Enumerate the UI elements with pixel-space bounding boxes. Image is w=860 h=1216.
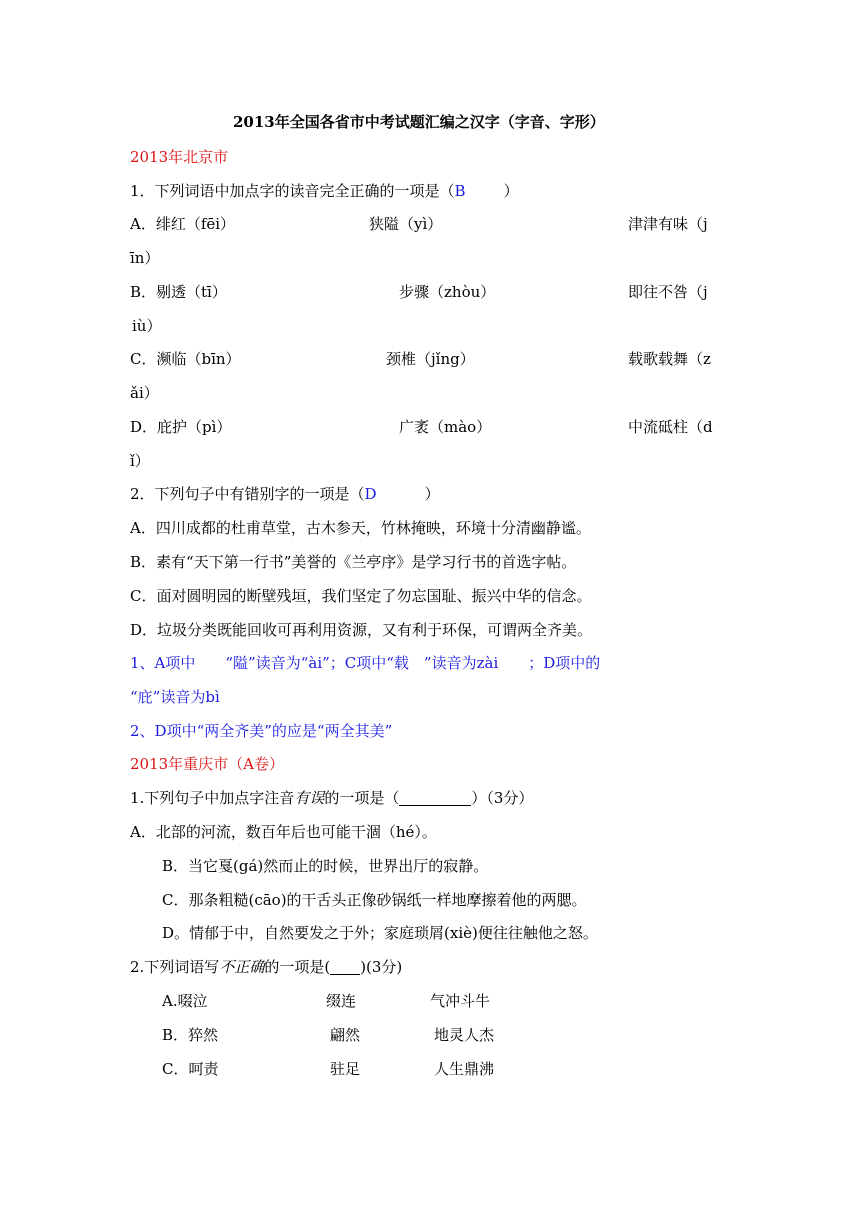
stem-emphasis: 有误 — [294, 789, 325, 807]
cq2-option-b-2: 翩然 — [330, 1026, 361, 1044]
cq1-option-c: C．那条粗糙(cāo)的干舌头正像砂锅纸一样地摩擦着他的两腮。 — [162, 891, 587, 909]
cq1-option-a: A．北部的河流，数百年后也可能干涸（hé）。 — [130, 823, 437, 841]
option-b-3: 即往不咎（j — [628, 283, 708, 301]
answer-explanation-1-cont: “庇”读音为bì — [130, 688, 220, 706]
cq1-option-d: D。情郁于中，自然要发之于外；家庭琐屑(xiè)便往往触他之怒。 — [162, 924, 598, 942]
cq1-option-b: B．当它戛(gá)然而止的时候，世界出厅的寂静。 — [162, 857, 489, 875]
answer-mark: B — [454, 182, 466, 200]
option-d-3: 中流砥柱（d — [628, 418, 713, 436]
option-c-1: C．濒临（bīn） — [130, 350, 241, 368]
cq2-option-a-3: 气冲斗牛 — [430, 992, 491, 1010]
cq2-option-a-1: A.啜泣 — [162, 992, 208, 1010]
answer-mark: D — [364, 485, 377, 503]
option-c-2: 颈椎（jǐng） — [386, 350, 475, 368]
question-stem-text: 1．下列词语中加点字的读音完全正确的一项是（ — [130, 182, 455, 200]
option-d-2: 广袤（mào） — [399, 418, 492, 436]
question-stem-text: 2．下列句子中有错别字的一项是（ — [130, 485, 365, 503]
option-a-1: A．绯红（fēi） — [130, 215, 236, 233]
option-d-1: D．庇护（pì） — [130, 418, 232, 436]
stem-emphasis: 不正确 — [219, 958, 265, 976]
q2-option-c: C．面对圆明园的断壁残垣，我们坚定了勿忘国耻、振兴中华的信念。 — [130, 587, 592, 605]
q2-option-b: B．素有“天下第一行书”美誉的《兰亭序》是学习行书的首选字帖。 — [130, 553, 577, 571]
close-paren: ） — [424, 485, 440, 503]
question-1-stem — [130, 181, 519, 201]
cq-question-2-stem — [130, 957, 402, 977]
stem-part: 2.下列词语写 — [130, 958, 220, 976]
answer-blank — [399, 791, 471, 806]
cq2-option-c-1: C．呵责 — [162, 1060, 219, 1078]
option-c-3-wrap: ǎi） — [130, 384, 159, 402]
stem-part: 的一项是（ — [324, 789, 400, 807]
q2-option-a: A．四川成都的杜甫草堂，古木参天，竹林掩映，环境十分清幽静谧。 — [130, 519, 591, 537]
option-b-2: 步骤（zhòu） — [399, 283, 496, 301]
stem-part: 的一项是( — [264, 958, 331, 976]
option-b-3-wrap: iù） — [132, 317, 162, 335]
section-heading-beijing: 2013年北京市 — [130, 148, 229, 166]
cq2-option-b-1: B．猝然 — [162, 1026, 219, 1044]
cq2-option-b-3: 地灵人杰 — [434, 1026, 495, 1044]
option-a-3-wrap: īn） — [130, 249, 160, 267]
q2-option-d: D．垃圾分类既能回收可再利用资源，又有利于环保，可谓两全齐美。 — [130, 621, 593, 639]
answer-blank — [330, 960, 360, 975]
answer-explanation-1: 1、A项中 “隘”读音为“ài”；C项中“载 ”读音为zài ；D项中的 — [130, 654, 601, 672]
answer-explanation-2: 2、D项中“两全齐美”的应是“两全其美” — [130, 722, 393, 740]
option-d-3-wrap: ǐ） — [130, 452, 150, 470]
cq-question-1-stem — [130, 788, 533, 808]
stem-part: )(3分) — [360, 958, 403, 976]
stem-part: 1.下列句子中加点字注音 — [130, 789, 295, 807]
option-c-3: 载歌载舞（z — [628, 350, 711, 368]
close-paren: ） — [503, 182, 519, 200]
cq2-option-c-2: 驻足 — [330, 1060, 361, 1078]
question-2-stem — [130, 484, 440, 504]
option-b-1: B．剔透（tī） — [130, 283, 227, 301]
stem-part: ）（3分） — [471, 789, 534, 807]
section-heading-chongqing: 2013年重庆市（A卷） — [130, 755, 285, 773]
option-a-2: 狭隘（yì） — [369, 215, 443, 233]
cq2-option-c-3: 人生鼎沸 — [434, 1060, 495, 1078]
page-title: 2013年全国各省市中考试题汇编之汉字（字音、字形） — [233, 113, 605, 131]
option-a-3: 津津有味（j — [628, 215, 708, 233]
cq2-option-a-2: 缀连 — [326, 992, 357, 1010]
